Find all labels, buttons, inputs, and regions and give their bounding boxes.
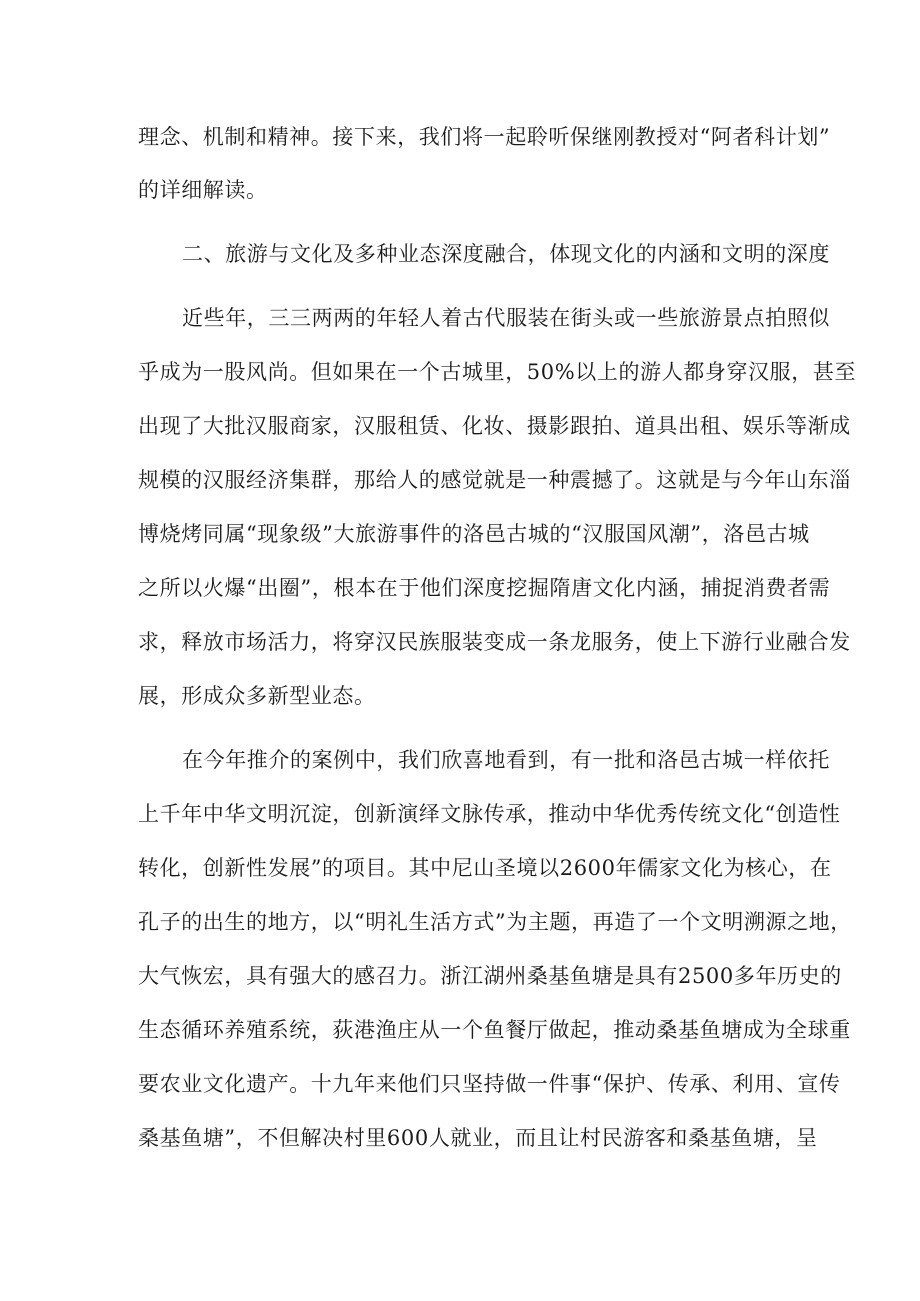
paragraph-line: 求，释放市场活力，将穿汉民族服装变成一条龙服务，使上下游行业融合发 — [138, 630, 851, 654]
paragraph-line: 规模的汉服经济集群，那给人的感觉就是一种震撼了。这就是与今年山东淄 — [138, 468, 851, 492]
paragraph-line: 孔子的出生的地方，以“明礼生活方式”为主题，再造了一个文明溯源之地， — [138, 910, 852, 934]
paragraph-line: 大气恢宏，具有强大的感召力。浙江湖州桑基鱼塘是具有2500多年历史的 — [138, 964, 842, 988]
paragraph-line: 生态循环养殖系统，荻港渔庄从一个鱼餐厅做起，推动桑基鱼塘成为全球重 — [138, 1018, 851, 1042]
paragraph-line: 博烧烤同属“现象级”大旅游事件的洛邑古城的“汉服国风潮”，洛邑古城 — [138, 522, 810, 546]
paragraph-line: 的详细解读。 — [138, 178, 268, 202]
paragraph-line: 上千年中华文明沉淀，创新演绎文脉传承，推动中华优秀传统文化“创造性 — [138, 802, 841, 826]
paragraph-line: 之所以火爆“出圈”，根本在于他们深度挖掘隋唐文化内涵，捕捉消费者需 — [138, 576, 831, 600]
paragraph-line: 理念、机制和精神。接下来，我们将一起聆听保继刚教授对“阿者科计划” — [138, 125, 831, 149]
paragraph-line: 近些年，三三两两的年轻人着古代服装在街头或一些旅游景点拍照似 — [182, 306, 830, 330]
section-heading: 二、旅游与文化及多种业态深度融合，体现文化的内涵和文明的深度 — [182, 242, 830, 266]
paragraph-line: 在今年推介的案例中，我们欣喜地看到，有一批和洛邑古城一样依托 — [182, 748, 830, 772]
paragraph-line: 展，形成众多新型业态。 — [138, 684, 376, 708]
paragraph-line: 转化，创新性发展”的项目。其中尼山圣境以2600年儒家文化为核心，在 — [138, 856, 832, 880]
paragraph-line: 要农业文化遗产。十九年来他们只坚持做一件事“保护、传承、利用、宣传 — [138, 1072, 841, 1096]
paragraph-line: 桑基鱼塘”，不但解决村里600人就业，而且让村民游客和桑基鱼塘，呈 — [138, 1126, 818, 1150]
paragraph-line: 出现了大批汉服商家，汉服租赁、化妆、摄影跟拍、道具出租、娱乐等渐成 — [138, 414, 851, 438]
paragraph-line: 乎成为一股风尚。但如果在一个古城里，50%以上的游人都身穿汉服，甚至 — [138, 360, 857, 384]
